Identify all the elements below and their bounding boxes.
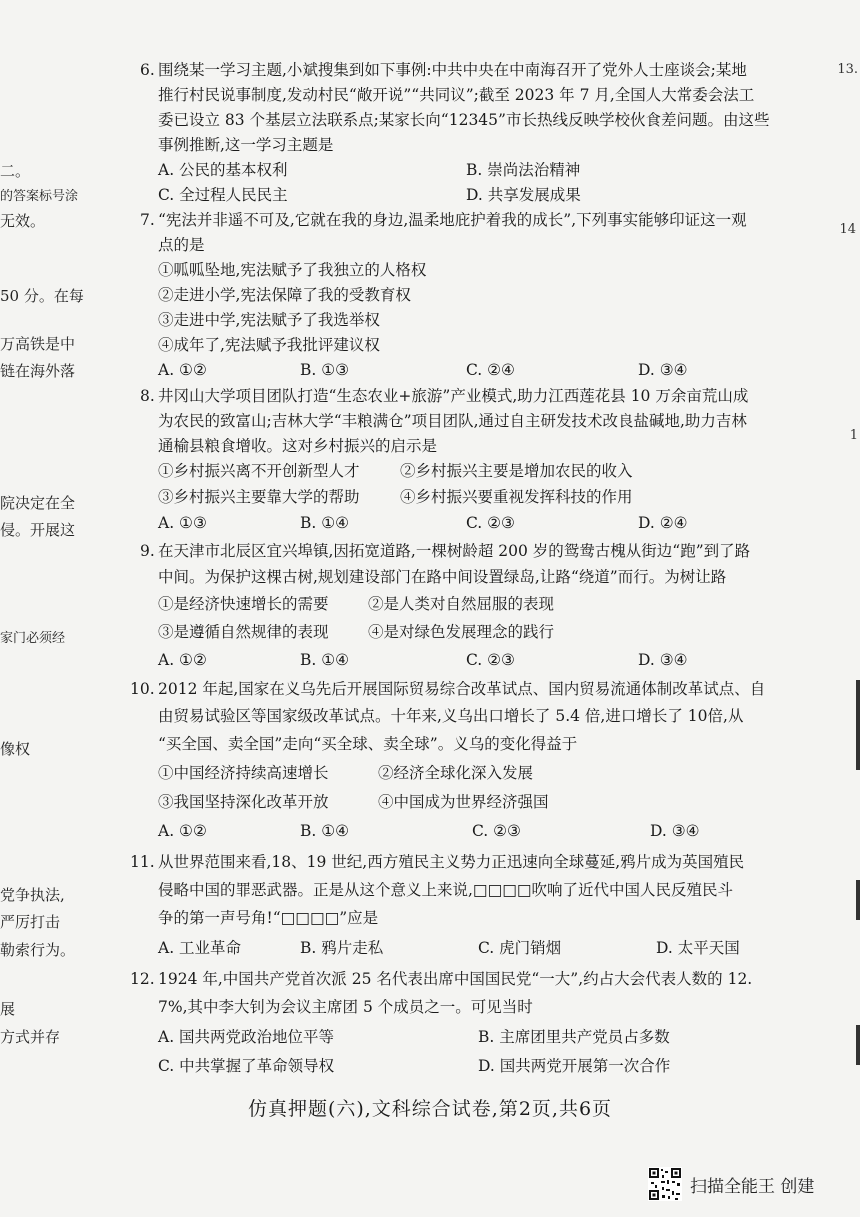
left-margin-fragment: 侵。开展这 [0,521,76,539]
question-stem-line: 井冈山大学项目团队打造“生态农业+旅游”产业模式,助力江西莲花县 10 万余亩荒山成 [158,387,749,405]
option-a: A. ①② [158,651,207,669]
option-a: A. 工业革命 [158,939,242,957]
statement: ②是人类对自然屈服的表现 [368,595,555,613]
left-margin-fragment: 链在海外落 [0,362,76,380]
question-stem-line: 委已设立 83 个基层立法联系点;某家长向“12345”市长热线反映学校伙食差问题。由这些 [158,111,770,129]
statement: ④成年了,宪法赋予我批评建议权 [158,336,380,354]
question-stem-line: “宪法并非遥不可及,它就在我的身边,温柔地庇护着我的成长”,下列事实能够印证这一观 [158,211,747,229]
option-b: B. 主席团里共产党员占多数 [478,1028,670,1046]
question-stem-line: 争的第一声号角!“□□□□”应是 [158,909,379,927]
option-b: B. ①④ [300,514,350,532]
left-margin-fragment: 无效。 [0,212,46,230]
right-margin-fragment: 1 [849,428,858,443]
statement: ①中国经济持续高速增长 [158,764,329,782]
statement: ③乡村振兴主要靠大学的帮助 [158,488,360,506]
statement: ④乡村振兴要重视发挥科技的作用 [400,488,633,506]
left-margin-fragment: 像权 [0,740,31,758]
statement: ④中国成为世界经济强国 [378,793,549,811]
statement: ②乡村振兴主要是增加农民的收入 [400,462,633,480]
question-stem-line: 1924 年,中国共产党首次派 25 名代表出席中国国民党“一大”,约占大会代表人数的 12. [158,970,753,988]
statement: ②走进小学,宪法保障了我的受教育权 [158,286,411,304]
scan-edge-mark [856,680,860,770]
scanner-watermark [648,1166,814,1202]
right-margin-fragment: 13. [837,62,858,77]
question-stem-line: 点的是 [158,236,205,254]
option-c: C. ②③ [466,514,515,532]
question-number: 6. [140,61,155,79]
question-stem-line: 推行村民说事制度,发动村民“敞开说”“共同议”;截至 2023 年 7 月,全国人大常委会法工 [158,86,755,104]
option-b: B. ①④ [300,822,350,840]
left-margin-fragment: 展 [0,1000,16,1018]
page-footer: 仿真押题(六),文科综合试卷,第2页,共6页 [247,1098,613,1120]
statement: ①呱呱坠地,宪法赋予了我独立的人格权 [158,261,427,279]
left-margin-fragment: 万高铁是中 [0,335,76,353]
option-c: C. 虎门销烟 [478,939,562,957]
question-stem-line: 事例推断,这一学习主题是 [158,136,334,154]
statement: ①乡村振兴离不开创新型人才 [158,462,360,480]
option-c: C. ②④ [466,361,515,379]
scan-edge-mark [856,1025,860,1065]
option-d: D. ②④ [638,514,688,532]
question-number: 11. [130,853,155,871]
option-d: D. 太平天国 [656,939,740,957]
question-stem-line: 从世界范围来看,18、19 世纪,西方殖民主义势力正迅速向全球蔓延,鸦片成为英国殖民 [158,853,745,871]
question-stem-line: 通榆县粮食增收。这对乡村振兴的启示是 [158,437,438,455]
question-stem-line: “买全国、卖全国”走向“买全球、卖全球”。义乌的变化得益于 [158,735,578,753]
option-d: D. ③④ [638,361,688,379]
option-b: B. 鸦片走私 [300,939,384,957]
option-b: B. ①③ [300,361,350,379]
question-stem-line: 7%,其中李大钊为会议主席团 5 个成员之一。可见当时 [158,998,533,1016]
question-stem-line: 围绕某一学习主题,小斌搜集到如下事例:中共中央在中南海召开了党外人士座谈会;某地 [158,61,747,79]
option-c: C. ②③ [466,651,515,669]
question-number: 9. [140,542,155,560]
option-d: D. ③④ [650,822,700,840]
option-b: B. ①④ [300,651,350,669]
option-a: A. ①② [158,361,207,379]
left-margin-fragment: 院决定在全 [0,494,76,512]
left-margin-fragment: 家门必须经 [0,631,66,646]
option-d: D. ③④ [638,651,688,669]
statement: ③我国坚持深化改革开放 [158,793,329,811]
left-margin-fragment: 严厉打击 [0,913,61,931]
option-c: C. 中共掌握了革命领导权 [158,1057,335,1075]
option-c: C. 全过程人民民主 [158,186,288,204]
question-stem-line: 中间。为保护这棵古树,规划建设部门在路中间设置绿岛,让路“绕道”而行。为树让路 [158,568,727,586]
question-number: 10. [130,680,155,698]
statement: ③走进中学,宪法赋予了我选举权 [158,311,380,329]
left-margin-fragment: 方式并存 [0,1028,61,1046]
scan-edge-mark [856,880,860,920]
option-c: C. ②③ [472,822,521,840]
left-margin-fragment: 二。 [0,162,31,180]
question-number: 12. [130,970,155,988]
option-a: A. 国共两党政治地位平等 [158,1028,335,1046]
statement: ③是遵循自然规律的表现 [158,623,329,641]
right-margin-fragment: 14 [839,222,856,237]
question-number: 8. [140,387,155,405]
qr-code-icon [648,1167,682,1201]
option-a: A. ①③ [158,514,207,532]
question-stem-line: 在天津市北辰区宜兴埠镇,因拓宽道路,一棵树龄超 200 岁的鸳鸯古槐从街边“跑”到了路 [158,542,751,560]
left-margin-fragment: 勒索行为。 [0,941,76,959]
option-d: D. 国共两党开展第一次合作 [478,1057,671,1075]
statement: ①是经济快速增长的需要 [158,595,329,613]
option-a: A. ①② [158,822,207,840]
option-d: D. 共享发展成果 [466,186,581,204]
option-b: B. 崇尚法治精神 [466,161,581,179]
question-stem-line: 由贸易试验区等国家级改革试点。十年来,义乌出口增长了 5.4 倍,进口增长了 10倍,从 [158,707,744,725]
option-a: A. 公民的基本权利 [158,161,288,179]
left-margin-fragment: 的答案标号涂 [0,189,79,204]
question-stem-line: 侵略中国的罪恶武器。正是从这个意义上来说,□□□□吹响了近代中国人民反殖民斗 [158,881,734,899]
question-number: 7. [140,211,155,229]
question-stem-line: 2012 年起,国家在义乌先后开展国际贸易综合改革试点、国内贸易流通体制改革试点、自 [158,680,766,698]
left-margin-fragment: 党争执法, [0,886,65,904]
scanner-label: 扫描全能王 创建 [690,1176,815,1197]
left-margin-fragment: 50 分。在每 [0,287,84,305]
statement: ④是对绿色发展理念的践行 [368,623,555,641]
statement: ②经济全球化深入发展 [378,764,534,782]
question-stem-line: 为农民的致富山;吉林大学“丰粮满仓”项目团队,通过自主研发技术改良盐碱地,助力吉林 [158,412,747,430]
